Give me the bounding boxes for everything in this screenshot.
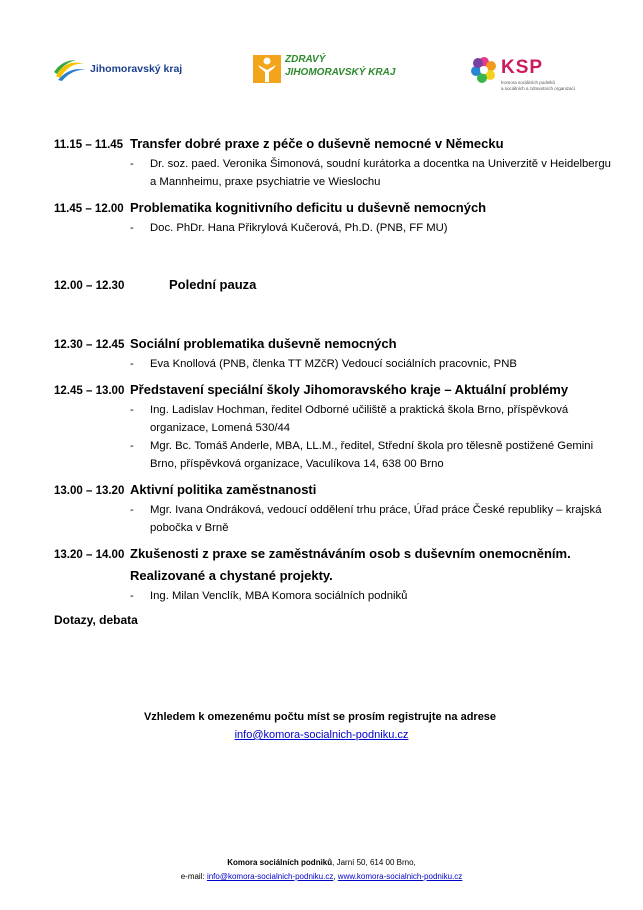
ksp-logo-name: KSP	[501, 57, 544, 78]
ksp-flower-icon	[470, 56, 498, 84]
footer-web-link[interactable]: www.komora-socialnich-podniku.cz	[337, 872, 463, 881]
logo-bar	[0, 48, 643, 93]
item-time: 12.45 – 13.00	[54, 385, 125, 397]
program	[54, 134, 614, 630]
speaker-list	[54, 355, 614, 373]
speaker-list	[54, 501, 614, 537]
item-title: Problematika kognitivního deficitu u duševně nemocných	[130, 200, 487, 215]
pause-label: Polední pauza	[169, 277, 257, 292]
lunch-break	[54, 275, 614, 296]
registration-email-link[interactable]: info@komora-socialnich-podniku.cz	[234, 729, 409, 741]
program-item	[54, 198, 614, 237]
zdravy-figure-icon	[252, 54, 282, 84]
speaker-list	[54, 401, 614, 473]
registration-note	[0, 708, 643, 744]
footer-address: , Jarní 50, 614 00 Brno,	[332, 858, 416, 867]
zdravy-logo-line1: ZDRAVÝ	[285, 54, 326, 65]
zdravy-kraj-logo	[252, 54, 396, 88]
footer	[0, 856, 643, 884]
footer-separator: ,	[333, 872, 338, 881]
item-title: Zkušenosti z praxe se zaměstnáváním osob s duševním onemocněním.	[130, 546, 571, 561]
speaker: - Ing. Ladislav Hochman, ředitel Odborné učiliště a praktická škola Brno, příspěvková organizace, Lomená 530/44	[54, 401, 614, 437]
speaker-list	[54, 155, 614, 191]
speaker: - Mgr. Ivana Ondráková, vedoucí oddělení trhu práce, Úřad práce České republiky – krajská pobočka v Brně	[54, 501, 614, 537]
program-item	[54, 544, 614, 605]
ksp-logo	[470, 56, 600, 96]
item-time: 11.15 – 11.45	[54, 139, 124, 151]
registration-text: Vzhledem k omezenému počtu míst se prosím registrujte na adrese	[143, 711, 497, 723]
speaker-list	[54, 587, 614, 605]
item-time: 11.45 – 12.00	[54, 203, 124, 215]
footer-email-link[interactable]: info@komora-socialnich-podniku.cz	[206, 872, 334, 881]
closing-discussion: Dotazy, debata	[54, 613, 138, 627]
footer-org: Komora sociálních podniků	[227, 858, 333, 867]
speaker-list	[54, 219, 614, 237]
item-title: Představení speciální školy Jihomoravského kraje – Aktuální problémy	[130, 382, 569, 397]
speaker: - Ing. Milan Venclík, MBA Komora sociálních podniků	[54, 587, 614, 605]
item-time: 13.20 – 14.00	[54, 549, 125, 561]
jmk-swoosh-icon	[54, 54, 88, 82]
ksp-logo-subtitle-2: a sociálních a zdravotních organizací	[501, 86, 576, 91]
speaker: - Eva Knollová (PNB, členka TT MZčR) Vedoucí sociálních pracovnic, PNB	[54, 355, 614, 373]
item-title: Sociální problematika duševně nemocných	[130, 336, 397, 351]
pause-time: 12.00 – 12.30	[54, 280, 125, 292]
speaker: - Mgr. Bc. Tomáš Anderle, MBA, LL.M., ředitel, Střední škola pro tělesně postižené Gemini Brno, příspěvková organizace, Vaculíkova 14, 638 00 Brno	[54, 437, 614, 473]
footer-email-label: e-mail:	[180, 872, 207, 881]
item-title: Transfer dobré praxe z péče o duševně nemocné v Německu	[130, 136, 504, 151]
program-item	[54, 134, 614, 191]
item-title: Aktivní politika zaměstnanosti	[130, 482, 317, 497]
program-item	[54, 480, 614, 537]
item-time: 12.30 – 12.45	[54, 339, 125, 351]
speaker: - Dr. soz. paed. Veronika Šimonová, soudní kurátorka a docentka na Univerzitě v Heidelbergu a Mannheimu, praxe psychiatrie ve Wieslochu	[54, 155, 614, 191]
item-title-continued: Realizované a chystané projekty.	[130, 568, 333, 583]
jmk-logo	[54, 54, 184, 82]
ksp-logo-subtitle-1: Komora sociálních podniků	[501, 80, 556, 85]
speaker: - Doc. PhDr. Hana Přikrylová Kučerová, Ph.D. (PNB, FF MU)	[54, 219, 614, 237]
jmk-logo-text: Jihomoravský kraj	[90, 63, 183, 75]
program-item	[54, 380, 614, 473]
item-time: 13.00 – 13.20	[54, 485, 125, 497]
zdravy-logo-line2: JIHOMORAVSKÝ KRAJ	[285, 67, 396, 78]
program-item	[54, 334, 614, 373]
